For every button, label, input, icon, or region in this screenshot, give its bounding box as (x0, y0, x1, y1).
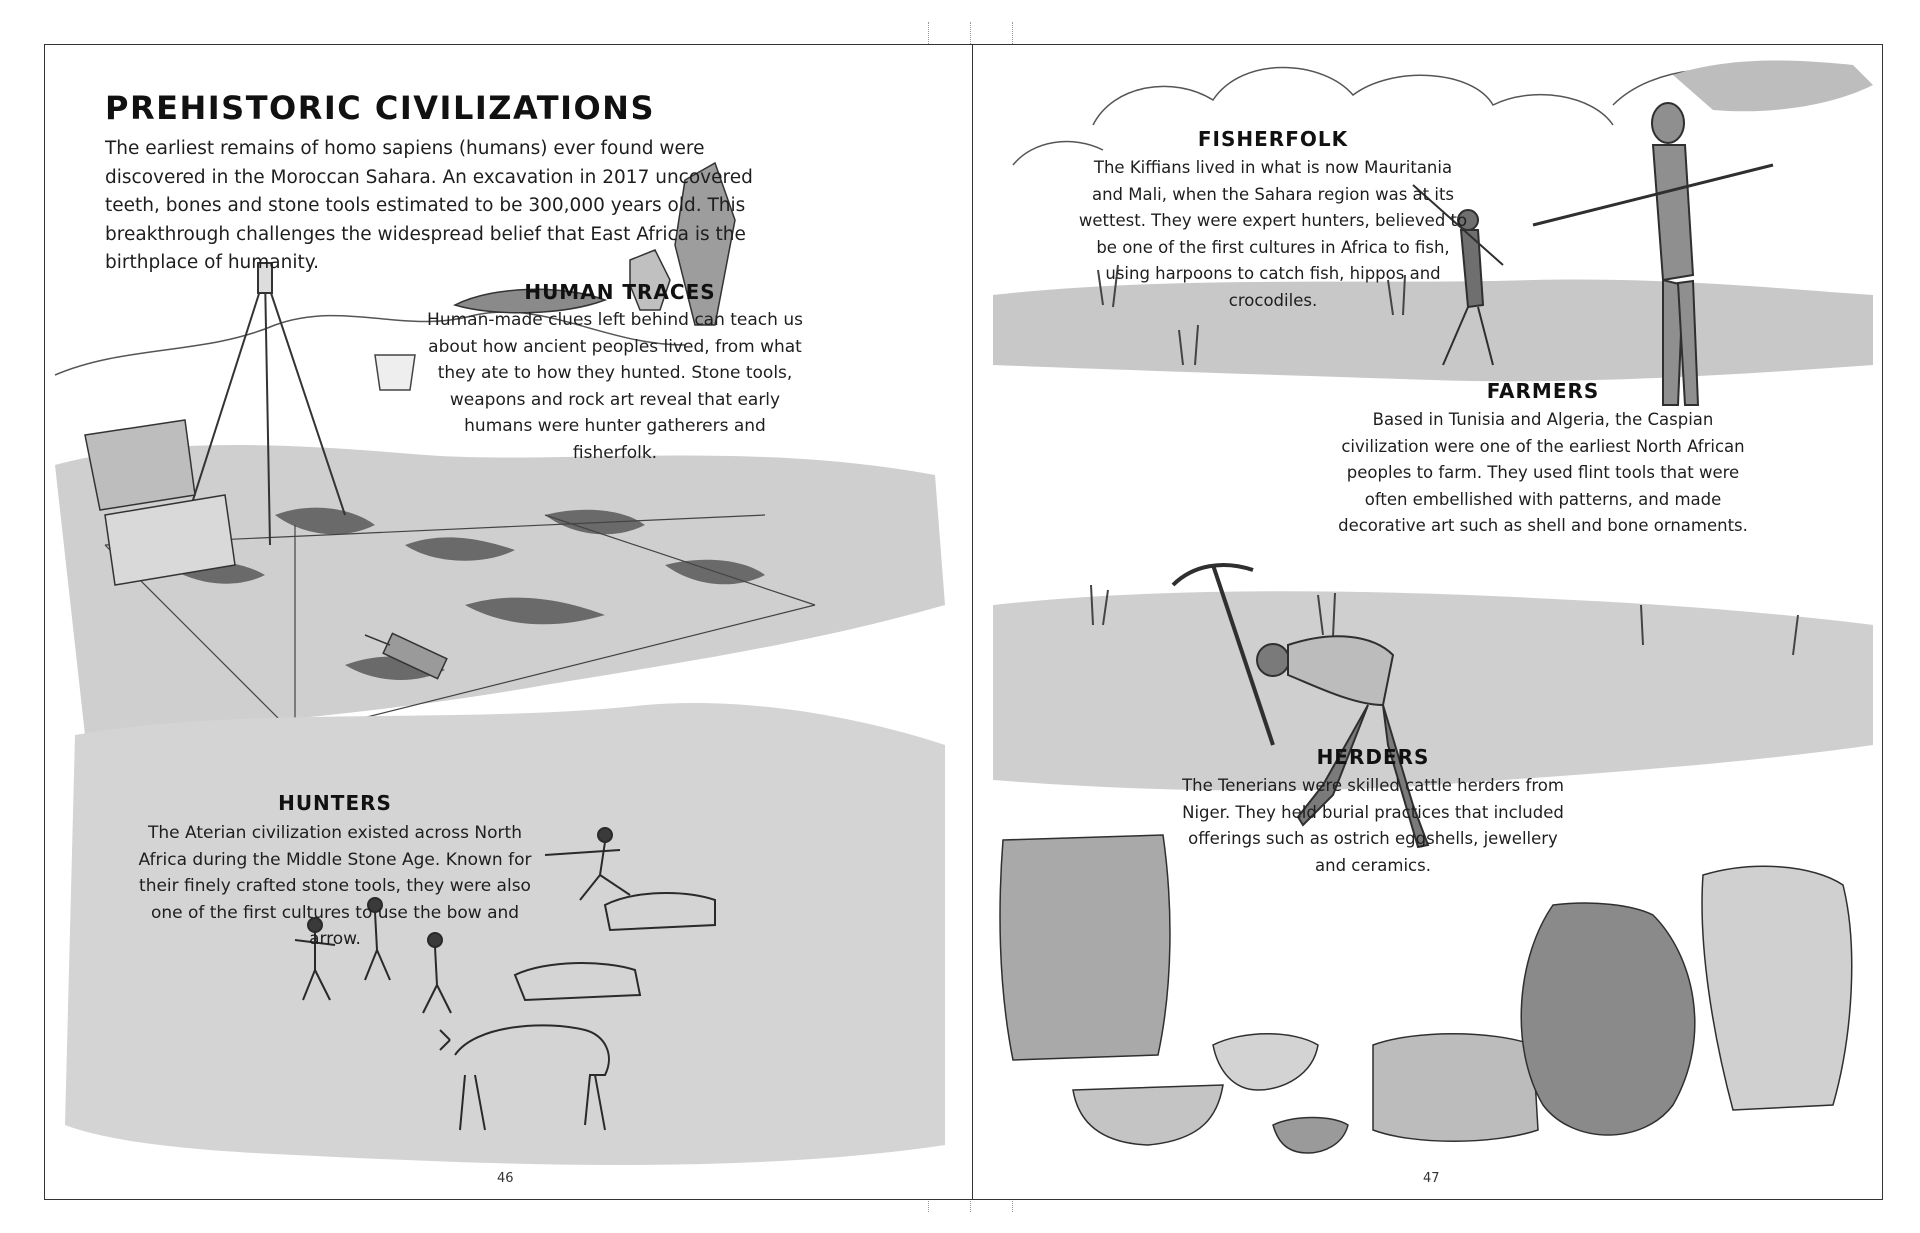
shallow-bowl (1073, 1085, 1223, 1145)
farmers-heading: FARMERS (1486, 379, 1600, 403)
left-page (44, 44, 972, 1200)
page-number-left: 46 (497, 1171, 514, 1186)
human-traces-heading: HUMAN TRACES (524, 280, 716, 304)
large-pot-left (1000, 835, 1170, 1060)
tall-pot-right (1702, 866, 1852, 1110)
broken-shell-bowl (1213, 1034, 1318, 1090)
lidded-pot (1373, 1034, 1538, 1142)
hunters-text: The Aterian civilization existed across North Africa during the Middle Stone Age. Known for their finely crafted stone tools, they were also one of the first cultures to use the bow and arrow. (138, 823, 532, 949)
right-page (972, 44, 1883, 1200)
pottery-vessels (1000, 835, 1852, 1153)
intro-paragraph: The earliest remains of homo sapiens (humans) ever found were discovered in the Moroccan Sahara. An excavation in 2017 uncovered teeth, bones and stone tools estimated to be 300,000 years old. This breakthrough challenges the widespread belief that East Africa is the birthplace of humanity. (105, 138, 753, 273)
farmers-text: Based in Tunisia and Algeria, the Caspian civilization were one of the earliest North African peoples to farm. They used flint tools that were often embellished with patterns, and made decorative art such as shell and bone ornaments. (1338, 410, 1748, 535)
page-title: PREHISTORIC CIVILIZATIONS (105, 89, 655, 127)
human-traces-text: Human-made clues left behind can teach us about how ancient peoples lived, from what they ate to how they hunted. Stone tools, weapons and rock art reveal that early humans were hunter gatherers and fisherfolk. (427, 310, 803, 463)
page-number-right: 47 (1423, 1171, 1440, 1186)
small-cup (1273, 1118, 1348, 1154)
bucket (375, 355, 415, 390)
distant-plateau (1673, 61, 1873, 112)
herders-text: The Tenerians were skilled cattle herders from Niger. They held burial practices that included offerings such as ostrich eggshells, jewellery and ceramics. (1182, 776, 1564, 875)
fisherfolk-text: The Kiffians lived in what is now Mauritania and Mali, when the Sahara region was at its wettest. They were expert hunters, believed to be one of the first cultures in Africa to fish, using harpoons to catch fish, hippos and crocodiles. (1078, 158, 1468, 310)
herders-heading: HERDERS (1316, 745, 1430, 769)
hunters-heading: HUNTERS (278, 791, 392, 815)
fisherfolk-heading: FISHERFOLK (1197, 127, 1349, 151)
round-pot (1521, 903, 1695, 1135)
